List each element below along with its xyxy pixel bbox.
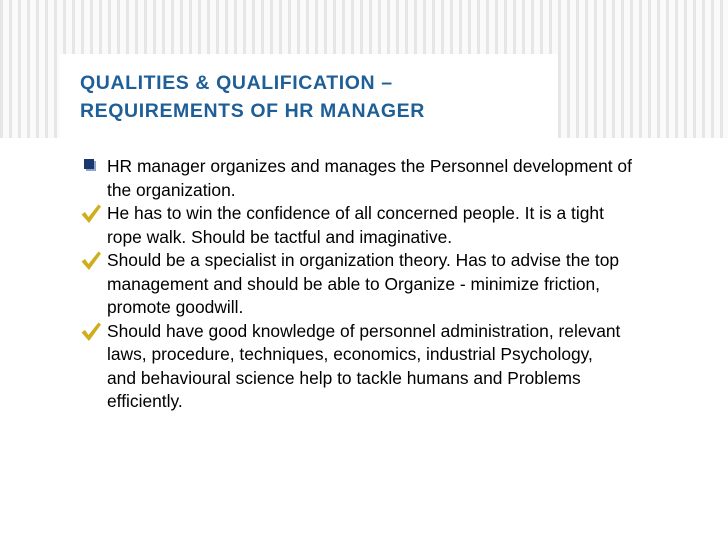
bullet-text-line: and behavioural science help to tackle humans and Problems [107, 367, 581, 388]
bullet-item-3 [80, 249, 716, 320]
bullet-text-line: laws, procedure, techniques, economics, industrial Psychology, [107, 344, 593, 364]
bullet-text-line: management and should be able to Organize - minimize friction, [107, 273, 600, 294]
bullet-text-line: the organization. [107, 179, 236, 200]
square-bullet-icon [80, 155, 102, 179]
bullet-text-line: Should have good knowledge of personnel administration, relevant [107, 320, 621, 341]
slide-title-line-2: REQUIREMENTS OF HR MANAGER [80, 100, 425, 122]
slide-title-line-1: QUALITIES & QUALIFICATION – [80, 72, 393, 94]
slide-title [80, 69, 425, 125]
bullet-text-line: Should be a specialist in organization theory. Has to advise the top [107, 250, 620, 270]
bullet-text-line: He has to win the confidence of all concerned people. It is a tight [107, 203, 604, 223]
checkmark-icon [80, 249, 102, 273]
checkmark-icon [80, 202, 102, 226]
bullet-item-4 [80, 320, 716, 414]
bullet-text-line: efficiently. [107, 391, 183, 411]
bullet-text-line: HR manager organizes and manages the Personnel development of [107, 156, 632, 176]
bullet-list [80, 155, 716, 414]
bullet-text-line: rope walk. Should be tactful and imaginative. [107, 226, 453, 247]
checkmark-icon [80, 320, 102, 344]
bullet-item-1 [80, 155, 716, 202]
bullet-item-2 [80, 202, 716, 249]
bullet-text-line: promote goodwill. [107, 297, 244, 317]
